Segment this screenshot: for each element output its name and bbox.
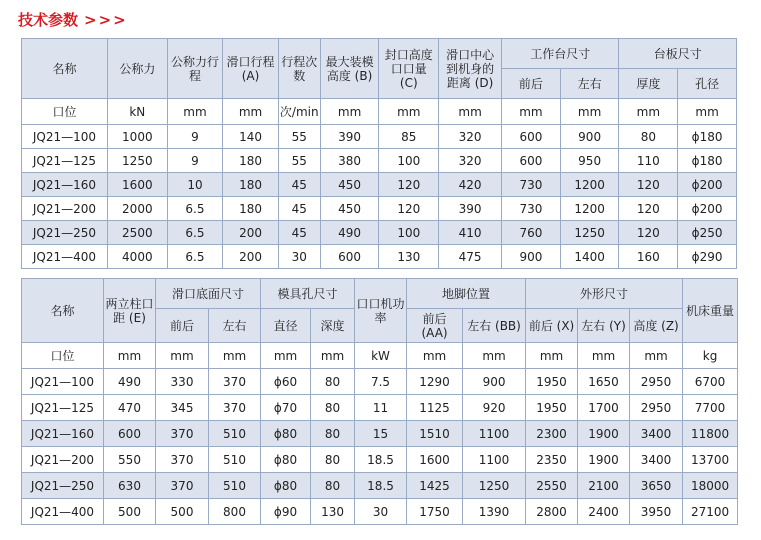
- col-machine-weight: 机床重量: [683, 279, 738, 343]
- cell: 490: [320, 221, 379, 245]
- cell: 760: [502, 221, 561, 245]
- cell: 630: [104, 473, 156, 499]
- table-row: [22, 473, 738, 499]
- units-row: [22, 343, 738, 369]
- cell: 18.5: [355, 447, 407, 473]
- cell: 55: [278, 149, 320, 173]
- cell: ϕ200: [678, 197, 737, 221]
- unit-cell: kg: [683, 343, 738, 369]
- cell: 1250: [463, 473, 526, 499]
- cell: 55: [278, 125, 320, 149]
- cell: 1100: [463, 421, 526, 447]
- cell: 6.5: [167, 221, 223, 245]
- cell: 320: [439, 149, 502, 173]
- cell: 6700: [683, 369, 738, 395]
- col-nominal-force: 公称力: [107, 39, 167, 99]
- cell: 1425: [407, 473, 463, 499]
- unit-cell: mm: [311, 343, 355, 369]
- unit-cell: mm: [502, 99, 561, 125]
- col-column-distance: 两立柱口距 (E): [104, 279, 156, 343]
- cell: 450: [320, 173, 379, 197]
- cell: 120: [619, 221, 678, 245]
- cell: 1900: [578, 421, 630, 447]
- unit-cell: mm: [560, 99, 619, 125]
- col-bolster-hole-diameter: 孔径: [678, 69, 737, 99]
- cell: JQ21—200: [22, 197, 108, 221]
- cell: 120: [379, 173, 439, 197]
- cell: JQ21—125: [22, 149, 108, 173]
- cell: 330: [156, 369, 209, 395]
- col-stroke-count: 行程次数: [278, 39, 320, 99]
- cell: 1650: [578, 369, 630, 395]
- unit-cell: mm: [630, 343, 683, 369]
- cell: 800: [209, 499, 261, 525]
- col-worktable-front-back: 前后: [502, 69, 561, 99]
- cell: 550: [104, 447, 156, 473]
- cell: 120: [379, 197, 439, 221]
- cell: 1250: [560, 221, 619, 245]
- cell: 2100: [578, 473, 630, 499]
- cell: 120: [619, 173, 678, 197]
- cell: ϕ80: [261, 447, 311, 473]
- cell: 100: [379, 149, 439, 173]
- table-row: [22, 149, 737, 173]
- unit-cell: mm: [223, 99, 279, 125]
- cell: 450: [320, 197, 379, 221]
- cell: JQ21—400: [22, 499, 104, 525]
- cell: 2000: [107, 197, 167, 221]
- cell: 900: [502, 245, 561, 269]
- cell: 200: [223, 221, 279, 245]
- cell: ϕ80: [261, 421, 311, 447]
- cell: 1125: [407, 395, 463, 421]
- cell: 80: [311, 421, 355, 447]
- cell: JQ21—100: [22, 369, 104, 395]
- cell: 100: [379, 221, 439, 245]
- cell: 600: [320, 245, 379, 269]
- table-row: [22, 221, 737, 245]
- unit-cell: 口位: [22, 99, 108, 125]
- col-bolster-size: 台板尺寸: [619, 39, 737, 69]
- cell: 470: [104, 395, 156, 421]
- cell: 110: [619, 149, 678, 173]
- cell: ϕ90: [261, 499, 311, 525]
- cell: ϕ180: [678, 125, 737, 149]
- cell: 2500: [107, 221, 167, 245]
- unit-cell: mm: [678, 99, 737, 125]
- cell: 500: [104, 499, 156, 525]
- cell: 1950: [526, 369, 578, 395]
- cell: ϕ60: [261, 369, 311, 395]
- cell: 1000: [107, 125, 167, 149]
- cell: 370: [209, 395, 261, 421]
- unit-cell: mm: [463, 343, 526, 369]
- cell: 120: [619, 197, 678, 221]
- cell: 1750: [407, 499, 463, 525]
- cell: 2300: [526, 421, 578, 447]
- unit-cell: mm: [167, 99, 223, 125]
- cell: 80: [311, 447, 355, 473]
- cell: 3400: [630, 421, 683, 447]
- cell: 6.5: [167, 197, 223, 221]
- cell: 920: [463, 395, 526, 421]
- unit-cell: kW: [355, 343, 407, 369]
- col-name: 名称: [22, 39, 108, 99]
- unit-cell: mm: [407, 343, 463, 369]
- col-die-hole-size: 模具孔尺寸: [261, 279, 355, 309]
- cell: 30: [355, 499, 407, 525]
- cell: 410: [439, 221, 502, 245]
- cell: 7700: [683, 395, 738, 421]
- cell: 85: [379, 125, 439, 149]
- cell: ϕ200: [678, 173, 737, 197]
- col-seal-height-adjust: 封口高度口口量 (C): [379, 39, 439, 99]
- cell: 600: [502, 149, 561, 173]
- cell: 900: [463, 369, 526, 395]
- cell: 3950: [630, 499, 683, 525]
- cell: 80: [619, 125, 678, 149]
- col-outline-left-right: 左右 (Y): [578, 309, 630, 343]
- col-slider-front-back: 前后: [156, 309, 209, 343]
- cell: 1600: [407, 447, 463, 473]
- cell: 2550: [526, 473, 578, 499]
- cell: 30: [278, 245, 320, 269]
- cell: 2350: [526, 447, 578, 473]
- cell: 390: [439, 197, 502, 221]
- cell: 510: [209, 447, 261, 473]
- section-title-text: 技术参数: [18, 11, 79, 29]
- cell: 180: [223, 197, 279, 221]
- cell: ϕ250: [678, 221, 737, 245]
- cell: 45: [278, 197, 320, 221]
- cell: JQ21—125: [22, 395, 104, 421]
- col-slider-stroke: 滑口行程 (A): [223, 39, 279, 99]
- cell: 27100: [683, 499, 738, 525]
- cell: 18.5: [355, 473, 407, 499]
- cell: 490: [104, 369, 156, 395]
- cell: 380: [320, 149, 379, 173]
- unit-cell: mm: [261, 343, 311, 369]
- unit-cell: mm: [526, 343, 578, 369]
- col-outline-front-back: 前后 (X): [526, 309, 578, 343]
- col-slider-bottom-size: 滑口底面尺寸: [156, 279, 261, 309]
- table-row: [22, 499, 738, 525]
- cell: 370: [209, 369, 261, 395]
- section-title: [18, 10, 128, 30]
- cell: 600: [502, 125, 561, 149]
- cell: ϕ290: [678, 245, 737, 269]
- col-bolster-thickness: 厚度: [619, 69, 678, 99]
- cell: 9: [167, 149, 223, 173]
- cell: 160: [619, 245, 678, 269]
- col-motor-power: 口口机功率: [355, 279, 407, 343]
- cell: 1510: [407, 421, 463, 447]
- unit-cell: mm: [209, 343, 261, 369]
- cell: 1250: [107, 149, 167, 173]
- cell: 6.5: [167, 245, 223, 269]
- unit-cell: mm: [104, 343, 156, 369]
- cell: JQ21—160: [22, 173, 108, 197]
- col-slider-left-right: 左右: [209, 309, 261, 343]
- col-foundation-left-right: 左右 (BB): [463, 309, 526, 343]
- cell: 390: [320, 125, 379, 149]
- col-worktable-size: 工作台尺寸: [502, 39, 619, 69]
- cell: 45: [278, 173, 320, 197]
- col-die-hole-depth: 深度: [311, 309, 355, 343]
- cell: 11800: [683, 421, 738, 447]
- col-nominal-stroke: 公称力行程: [167, 39, 223, 99]
- cell: ϕ70: [261, 395, 311, 421]
- col-outline-height: 高度 (Z): [630, 309, 683, 343]
- cell: 80: [311, 473, 355, 499]
- cell: 500: [156, 499, 209, 525]
- cell: JQ21—250: [22, 221, 108, 245]
- unit-cell: kN: [107, 99, 167, 125]
- cell: 200: [223, 245, 279, 269]
- col-name: 名称: [22, 279, 104, 343]
- cell: 18000: [683, 473, 738, 499]
- cell: 370: [156, 473, 209, 499]
- col-foundation-front-back: 前后 (AA): [407, 309, 463, 343]
- table-row: [22, 447, 738, 473]
- cell: 1600: [107, 173, 167, 197]
- cell: 730: [502, 173, 561, 197]
- col-worktable-left-right: 左右: [560, 69, 619, 99]
- unit-cell: mm: [379, 99, 439, 125]
- cell: 45: [278, 221, 320, 245]
- table-row: [22, 369, 738, 395]
- cell: 1200: [560, 173, 619, 197]
- cell: 9: [167, 125, 223, 149]
- cell: 950: [560, 149, 619, 173]
- cell: 420: [439, 173, 502, 197]
- table-row: [22, 197, 737, 221]
- cell: 1290: [407, 369, 463, 395]
- cell: 15: [355, 421, 407, 447]
- cell: 510: [209, 421, 261, 447]
- cell: 2800: [526, 499, 578, 525]
- cell: 130: [311, 499, 355, 525]
- table-row: [22, 245, 737, 269]
- cell: 130: [379, 245, 439, 269]
- spec-table-1: [21, 38, 737, 269]
- cell: ϕ180: [678, 149, 737, 173]
- unit-cell: mm: [619, 99, 678, 125]
- cell: 80: [311, 395, 355, 421]
- cell: 1900: [578, 447, 630, 473]
- table-row: [22, 421, 738, 447]
- cell: 1200: [560, 197, 619, 221]
- unit-cell: 次/min: [278, 99, 320, 125]
- col-die-hole-diameter: 直径: [261, 309, 311, 343]
- cell: 2950: [630, 369, 683, 395]
- units-row: [22, 99, 737, 125]
- unit-cell: mm: [156, 343, 209, 369]
- cell: 180: [223, 173, 279, 197]
- table-row: [22, 125, 737, 149]
- cell: 3400: [630, 447, 683, 473]
- cell: 7.5: [355, 369, 407, 395]
- cell: 1700: [578, 395, 630, 421]
- unit-cell: mm: [578, 343, 630, 369]
- col-foundation-position: 地脚位置: [407, 279, 526, 309]
- cell: JQ21—400: [22, 245, 108, 269]
- cell: 600: [104, 421, 156, 447]
- cell: JQ21—200: [22, 447, 104, 473]
- cell: 80: [311, 369, 355, 395]
- table-row: [22, 395, 738, 421]
- cell: JQ21—250: [22, 473, 104, 499]
- spec-table-2: [21, 278, 738, 525]
- cell: 510: [209, 473, 261, 499]
- cell: 140: [223, 125, 279, 149]
- table-row: [22, 173, 737, 197]
- cell: 1100: [463, 447, 526, 473]
- cell: 3650: [630, 473, 683, 499]
- cell: 180: [223, 149, 279, 173]
- cell: 10: [167, 173, 223, 197]
- cell: 2950: [630, 395, 683, 421]
- cell: 370: [156, 421, 209, 447]
- cell: 11: [355, 395, 407, 421]
- cell: 370: [156, 447, 209, 473]
- cell: 320: [439, 125, 502, 149]
- cell: JQ21—100: [22, 125, 108, 149]
- cell: 730: [502, 197, 561, 221]
- cell: 1400: [560, 245, 619, 269]
- cell: ϕ80: [261, 473, 311, 499]
- title-arrows: >>>: [84, 11, 128, 29]
- cell: 4000: [107, 245, 167, 269]
- cell: 345: [156, 395, 209, 421]
- cell: JQ21—160: [22, 421, 104, 447]
- cell: 900: [560, 125, 619, 149]
- cell: 13700: [683, 447, 738, 473]
- cell: 475: [439, 245, 502, 269]
- cell: 1950: [526, 395, 578, 421]
- col-max-die-height: 最大装模高度 (B): [320, 39, 379, 99]
- unit-cell: 口位: [22, 343, 104, 369]
- cell: 2400: [578, 499, 630, 525]
- unit-cell: mm: [439, 99, 502, 125]
- col-slider-center-distance: 滑口中心到机身的距离 (D): [439, 39, 502, 99]
- unit-cell: mm: [320, 99, 379, 125]
- col-outline-size: 外形尺寸: [526, 279, 683, 309]
- cell: 1390: [463, 499, 526, 525]
